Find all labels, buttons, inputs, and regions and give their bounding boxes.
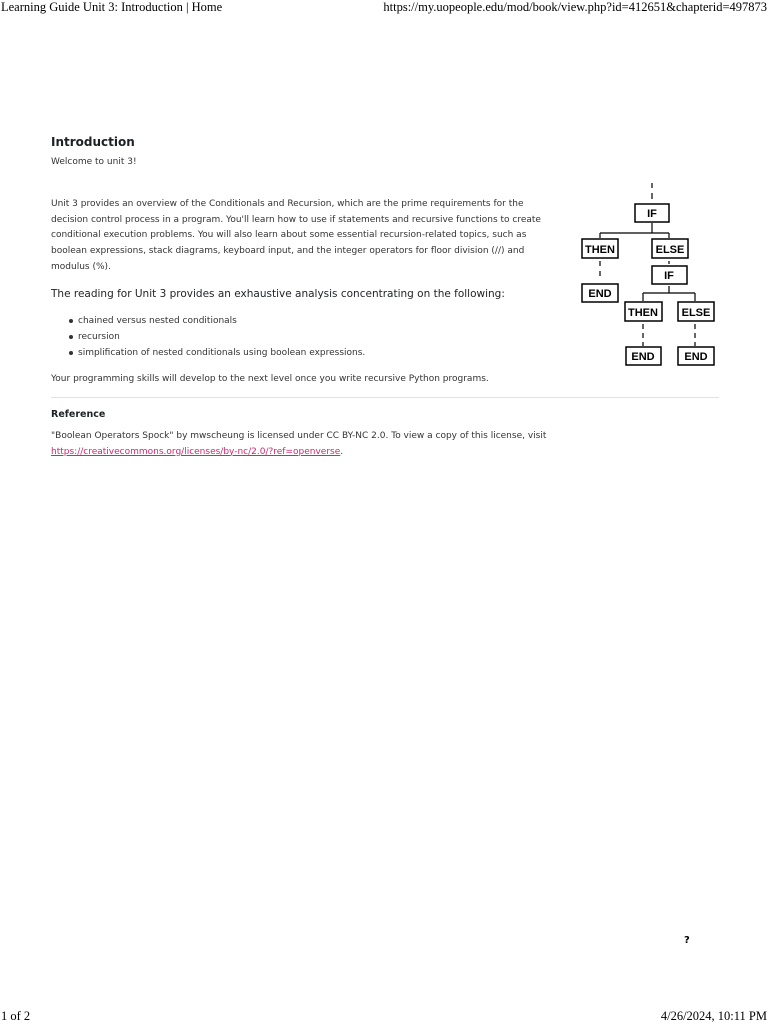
page-title: Introduction xyxy=(51,135,135,149)
closing-text: Your programming skills will develop to the next level once you write recursive Python programs. xyxy=(51,374,489,384)
section-divider xyxy=(51,397,719,398)
print-url: https://my.uopeople.edu/mod/book/view.php?id=412651&chapterid=497873 xyxy=(383,0,767,14)
print-header xyxy=(0,0,768,16)
flow-label-end: END xyxy=(588,288,612,300)
flow-label-end: END xyxy=(631,351,655,363)
list-item: recursion xyxy=(68,329,365,345)
if-then-else-flowchart xyxy=(578,180,720,370)
page-count: 1 of 2 xyxy=(1,1009,31,1023)
list-item: chained versus nested conditionals xyxy=(68,313,365,329)
print-footer xyxy=(0,1009,768,1025)
list-item: simplification of nested conditionals using boolean expressions. xyxy=(68,345,365,361)
flow-label-end: END xyxy=(684,351,708,363)
reading-lead: The reading for Unit 3 provides an exhaustive analysis concentrating on the following: xyxy=(51,288,505,300)
welcome-text: Welcome to unit 3! xyxy=(51,157,137,167)
flow-label-if: IF xyxy=(647,208,657,220)
flow-label-if: IF xyxy=(664,270,674,282)
reference-period: . xyxy=(340,446,344,457)
print-datetime: 4/26/2024, 10:11 PM xyxy=(660,1009,767,1023)
help-button[interactable]: ? xyxy=(684,935,690,946)
flow-label-else: ELSE xyxy=(681,307,711,319)
license-link[interactable]: https://creativecommons.org/licenses/by-nc/2.0/?ref=openverse xyxy=(51,446,341,457)
reference-text xyxy=(51,429,711,460)
flow-label-then: THEN xyxy=(585,244,615,256)
reference-body: "Boolean Operators Spock" by mwscheung is licensed under CC BY-NC 2.0. To view a copy of this license, visit xyxy=(51,431,547,441)
topic-list xyxy=(68,313,365,361)
reference-heading: Reference xyxy=(51,409,106,420)
print-page-title: Learning Guide Unit 3: Introduction | Home xyxy=(1,0,223,14)
flow-label-then: THEN xyxy=(628,307,658,319)
flow-label-else: ELSE xyxy=(655,244,685,256)
overview-paragraph: Unit 3 provides an overview of the Conditionals and Recursion, which are the prime requirements for the decision control process in a program. You'll learn how to use if statements and recursive functions to create conditional execution problems. You will also learn about some essential recursion-related topics, such as boolean expressions, stack diagrams, keyboard input, and the integer operators for floor division (//) and modulus (%). xyxy=(51,199,541,272)
